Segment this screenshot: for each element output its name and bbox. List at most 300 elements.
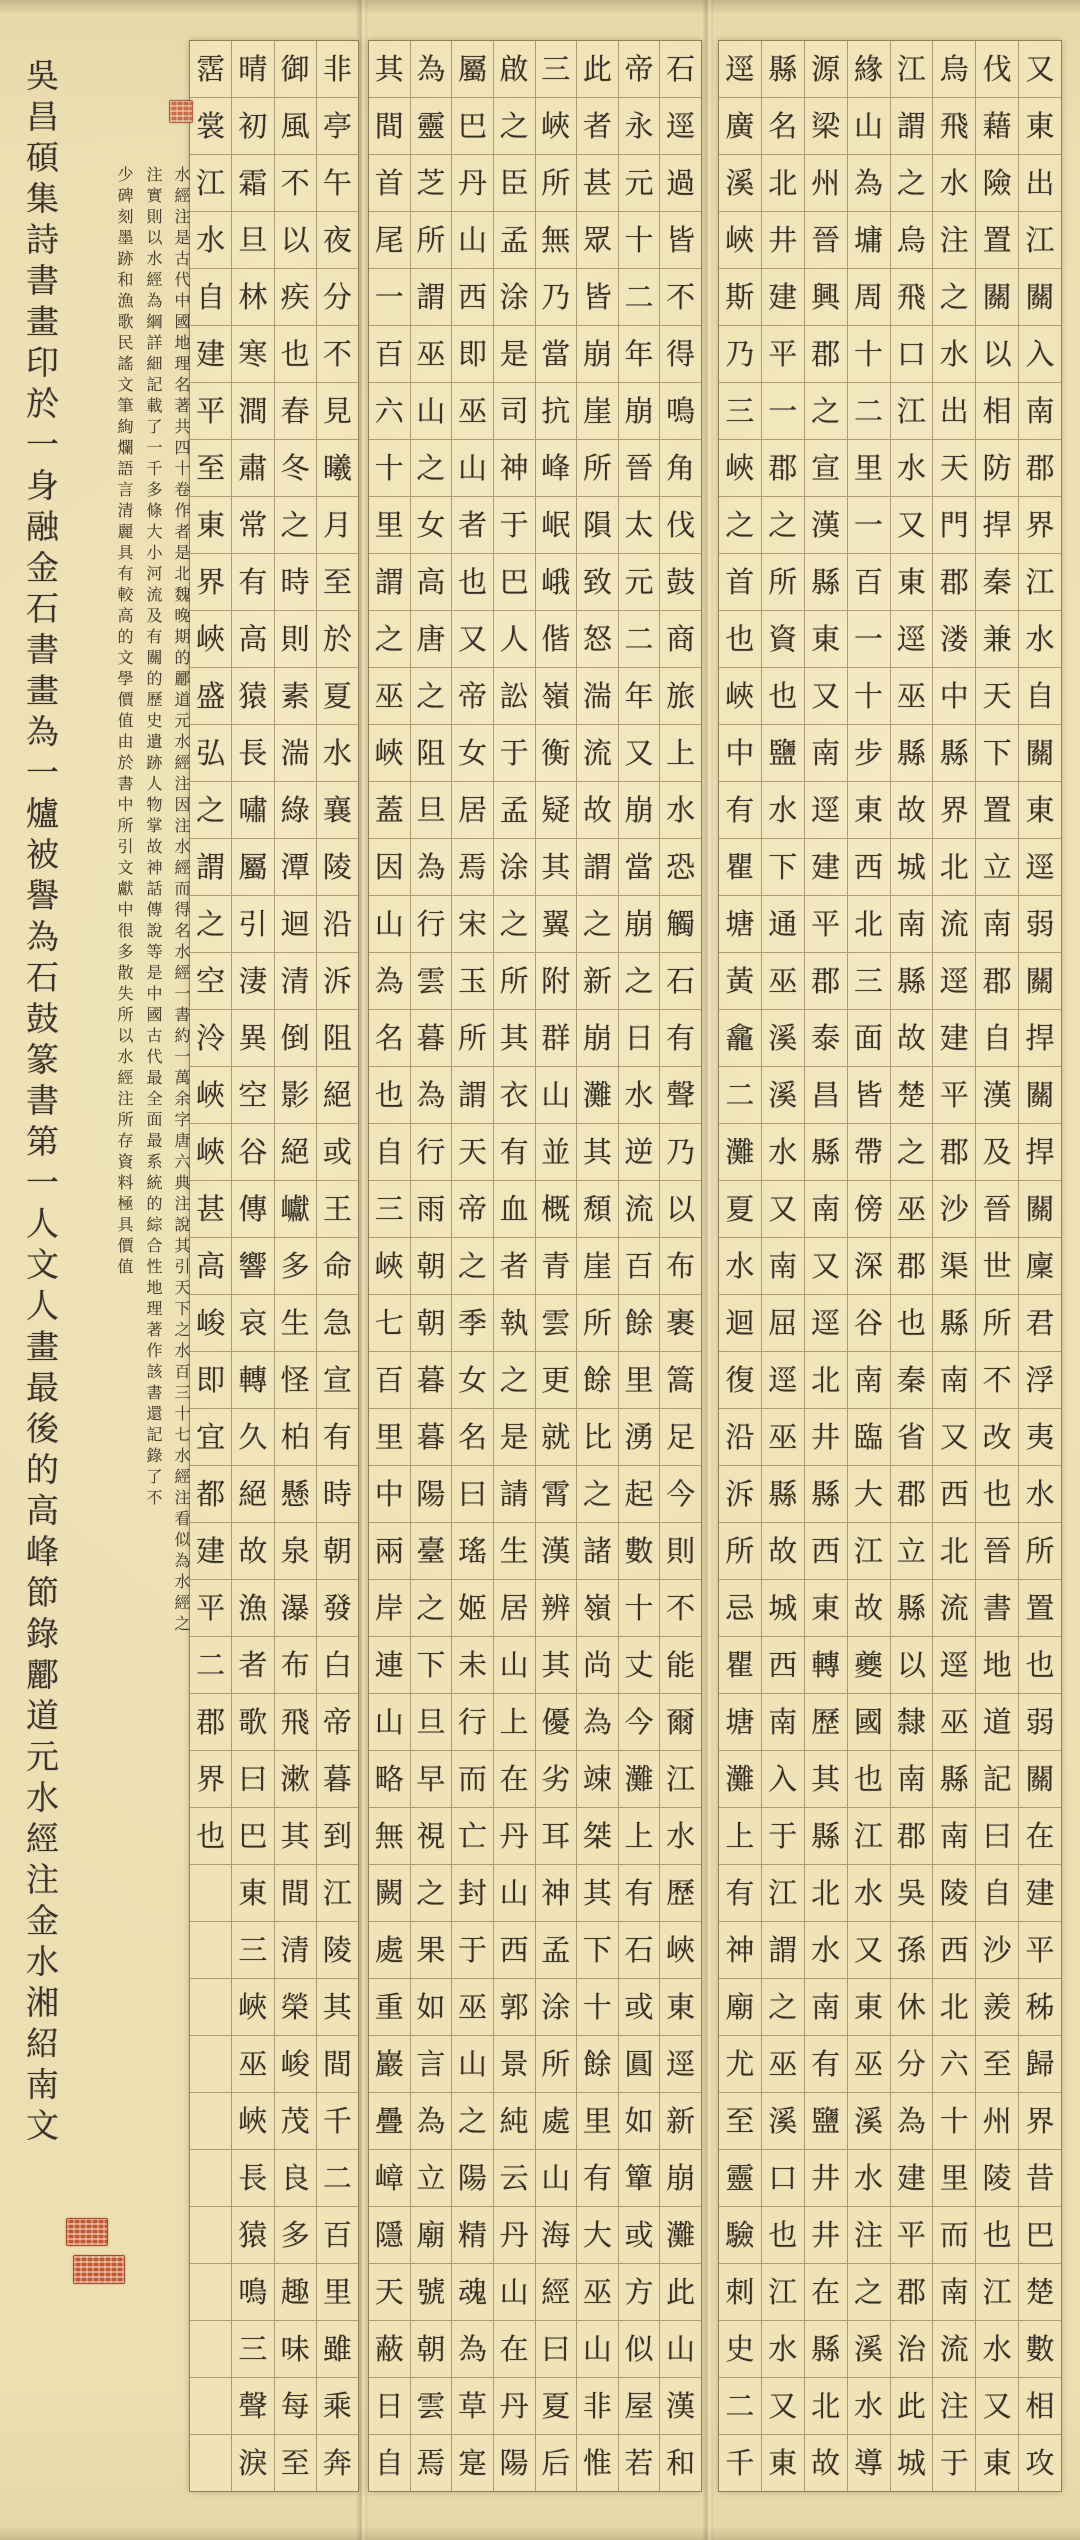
character-cell: 峽 (369, 1237, 410, 1294)
character-cell: 闕 (369, 1864, 410, 1921)
character-cell: 縣 (805, 1807, 847, 1864)
character-cell: 灘 (660, 2206, 701, 2263)
character-cell: 封 (452, 1864, 493, 1921)
character-cell: 灘 (577, 1066, 618, 1123)
character-cell: 王 (317, 1180, 358, 1237)
character-cell: 太 (619, 496, 660, 553)
character-cell: 三 (541, 51, 571, 86)
character-cell: 眾 (577, 211, 618, 268)
character-cell: 捍 (1019, 1123, 1061, 1180)
character-cell: 嶺 (577, 1579, 618, 1636)
character-cell: 為 (411, 838, 452, 895)
character-cell: 飛 (891, 268, 933, 325)
character-cell: 也 (848, 1750, 890, 1807)
character-cell: 餘 (577, 2035, 618, 2092)
character-cell: 或 (619, 2206, 660, 2263)
character-cell: 其 (577, 1864, 618, 1921)
character-cell: 有 (494, 1123, 535, 1180)
character-cell (190, 2149, 231, 2206)
character-cell: 曦 (317, 439, 358, 496)
character-cell: 平 (190, 382, 231, 439)
character-cell: 峽 (719, 667, 761, 724)
character-cell: 唐 (411, 610, 452, 667)
character-cell: 處 (369, 1921, 410, 1978)
character-cell: 之 (190, 781, 231, 838)
character-cell: 山 (452, 439, 493, 496)
character-cell: 午 (317, 154, 358, 211)
character-cell: 處 (536, 2092, 577, 2149)
character-cell: 多 (275, 2206, 316, 2263)
character-cell: 女 (452, 724, 493, 781)
character-cell: 衣 (494, 1066, 535, 1123)
character-cell: 漢 (536, 1522, 577, 1579)
character-cell: 上 (494, 1693, 535, 1750)
character-cell: 沙 (976, 1921, 1018, 1978)
character-cell: 女 (452, 1351, 493, 1408)
character-cell: 山 (494, 1636, 535, 1693)
character-cell: 旦 (411, 1693, 452, 1750)
character-cell: 也 (719, 610, 761, 667)
character-cell: 浮 (1019, 1351, 1061, 1408)
character-cell: 又 (762, 1180, 804, 1237)
text-column (976, 41, 1019, 2491)
character-cell: 歌 (232, 1693, 273, 1750)
character-cell: 自 (369, 1123, 410, 1180)
character-cell: 尚 (577, 1636, 618, 1693)
character-cell: 今 (619, 1693, 660, 1750)
character-cell: 源 (811, 51, 841, 86)
character-cell: 絕 (232, 1465, 273, 1522)
character-cell: 斯 (719, 268, 761, 325)
character-cell: 入 (1019, 325, 1061, 382)
character-cell: 瞿 (719, 1636, 761, 1693)
character-cell: 新 (577, 952, 618, 1009)
character-cell: 峽 (190, 1066, 231, 1123)
character-cell: 涂 (536, 1978, 577, 2035)
character-cell: 以 (976, 325, 1018, 382)
character-cell: 六 (933, 2035, 975, 2092)
character-cell: 縣 (933, 1750, 975, 1807)
character-cell: 地 (976, 1636, 1018, 1693)
character-cell: 口 (891, 325, 933, 382)
character-cell: 肅 (232, 439, 273, 496)
character-cell: 水 (848, 2377, 890, 2434)
character-cell: 高 (190, 1237, 231, 1294)
character-cell: 是 (494, 1408, 535, 1465)
character-cell: 上 (619, 1807, 660, 1864)
character-cell: 此 (582, 51, 612, 86)
character-cell: 南 (805, 1978, 847, 2035)
text-column (719, 41, 762, 2491)
character-cell: 關 (1019, 268, 1061, 325)
character-cell: 天 (976, 667, 1018, 724)
text-column (805, 41, 848, 2491)
character-cell: 灘 (719, 1123, 761, 1180)
character-cell: 帝 (317, 1693, 358, 1750)
character-cell: 之 (762, 496, 804, 553)
character-cell: 非 (322, 51, 352, 86)
character-cell: 逕 (660, 97, 701, 154)
character-cell: 之 (762, 1978, 804, 2035)
character-cell: 江 (660, 1750, 701, 1807)
character-cell: 巴 (452, 97, 493, 154)
character-cell: 商 (660, 610, 701, 667)
character-cell: 中 (933, 667, 975, 724)
character-cell: 景 (494, 2035, 535, 2092)
character-cell: 有 (719, 781, 761, 838)
character-cell (190, 2206, 231, 2263)
character-cell: 縣 (891, 1579, 933, 1636)
character-cell: 于 (933, 2434, 975, 2491)
character-cell: 絕 (317, 1066, 358, 1123)
character-cell: 曰 (536, 2320, 577, 2377)
character-cell: 峻 (275, 2035, 316, 2092)
character-cell: 丹 (494, 1807, 535, 1864)
character-cell: 后 (536, 2434, 577, 2491)
character-cell: 石 (660, 952, 701, 1009)
character-cell: 千 (317, 2092, 358, 2149)
character-cell: 逕 (1019, 838, 1061, 895)
character-cell: 異 (232, 1009, 273, 1066)
character-cell: 命 (317, 1237, 358, 1294)
character-cell: 在 (494, 1750, 535, 1807)
character-cell: 林 (232, 268, 273, 325)
character-cell: 平 (933, 1066, 975, 1123)
character-cell: 首 (719, 553, 761, 610)
character-cell: 早 (411, 1750, 452, 1807)
character-cell: 鳴 (660, 382, 701, 439)
character-cell: 東 (232, 1864, 273, 1921)
character-cell: 昔 (1019, 2149, 1061, 2206)
character-cell: 泉 (275, 1522, 316, 1579)
character-cell: 有 (805, 2035, 847, 2092)
character-cell: 峽 (190, 610, 231, 667)
character-cell: 又 (805, 667, 847, 724)
character-cell: 也 (190, 1807, 231, 1864)
character-cell: 城 (762, 1579, 804, 1636)
character-cell: 時 (317, 1465, 358, 1522)
character-cell: 逕 (660, 2035, 701, 2092)
character-cell: 故 (891, 1009, 933, 1066)
character-cell: 大 (577, 2206, 618, 2263)
character-cell: 伐 (660, 496, 701, 553)
character-cell: 傳 (232, 1180, 273, 1237)
character-cell: 峽 (232, 2092, 273, 2149)
character-cell: 名 (452, 1408, 493, 1465)
character-cell: 多 (275, 1237, 316, 1294)
character-cell: 為 (452, 2320, 493, 2377)
character-cell: 溪 (762, 2092, 804, 2149)
character-cell: 夏 (317, 667, 358, 724)
character-cell: 臣 (494, 154, 535, 211)
character-cell: 里 (933, 2149, 975, 2206)
character-cell: 水 (848, 1864, 890, 1921)
character-cell: 忌 (719, 1579, 761, 1636)
character-cell: 七 (369, 1294, 410, 1351)
character-cell: 人 (494, 610, 535, 667)
character-cell: 皆 (660, 211, 701, 268)
character-cell: 生 (494, 1522, 535, 1579)
character-cell: 流 (577, 724, 618, 781)
character-cell: 姬 (452, 1579, 493, 1636)
character-cell: 巫 (369, 667, 410, 724)
character-cell: 江 (848, 1807, 890, 1864)
character-cell: 流 (619, 1180, 660, 1237)
character-cell: 謂 (369, 553, 410, 610)
character-cell: 羨 (976, 1978, 1018, 2035)
character-cell: 弱 (1019, 1693, 1061, 1750)
character-cell: 為 (577, 1693, 618, 1750)
character-cell: 于 (494, 724, 535, 781)
character-cell: 關 (1019, 1750, 1061, 1807)
character-cell: 泝 (317, 952, 358, 1009)
character-cell: 南 (976, 895, 1018, 952)
character-cell: 雖 (317, 2320, 358, 2377)
character-cell: 所 (536, 154, 577, 211)
character-cell: 江 (1019, 211, 1061, 268)
character-cell: 巫 (452, 382, 493, 439)
character-cell: 峽 (719, 211, 761, 268)
character-cell: 巴 (1019, 2206, 1061, 2263)
character-cell: 焉 (411, 2434, 452, 2491)
character-cell: 女 (411, 496, 452, 553)
character-cell: 里 (577, 2092, 618, 2149)
character-cell: 或 (619, 1978, 660, 2035)
character-cell: 如 (411, 1978, 452, 2035)
character-cell: 並 (536, 1123, 577, 1180)
character-cell: 山 (369, 1693, 410, 1750)
character-cell: 墉 (848, 211, 890, 268)
character-cell: 倒 (275, 1009, 316, 1066)
character-cell: 北 (805, 1864, 847, 1921)
character-cell: 秭 (1019, 1978, 1061, 2035)
character-cell: 江 (976, 2263, 1018, 2320)
character-cell: 治 (891, 2320, 933, 2377)
character-cell: 謂 (891, 97, 933, 154)
character-cell: 血 (494, 1180, 535, 1237)
character-cell: 請 (494, 1465, 535, 1522)
character-cell: 之 (452, 2092, 493, 2149)
character-cell: 清 (275, 952, 316, 1009)
character-cell: 良 (275, 2149, 316, 2206)
character-cell: 西 (933, 1465, 975, 1522)
character-cell (190, 2320, 231, 2377)
character-cell: 楚 (1019, 2263, 1061, 2320)
character-cell: 之 (494, 1351, 535, 1408)
character-cell: 灘 (719, 1750, 761, 1807)
character-cell: 霜 (232, 154, 273, 211)
character-cell: 亭 (317, 97, 358, 154)
text-column (1019, 41, 1061, 2491)
character-cell: 間 (369, 97, 410, 154)
character-cell: 刺 (719, 2263, 761, 2320)
character-cell: 溇 (933, 610, 975, 667)
character-cell: 縣 (891, 724, 933, 781)
character-cell: 孟 (494, 781, 535, 838)
character-cell: 建 (190, 325, 231, 382)
character-cell: 冬 (275, 439, 316, 496)
character-cell: 山 (660, 2320, 701, 2377)
character-cell: 孟 (536, 1921, 577, 1978)
character-cell: 步 (848, 724, 890, 781)
character-cell: 猿 (232, 667, 273, 724)
character-cell: 瞿 (719, 838, 761, 895)
character-cell: 怒 (577, 610, 618, 667)
character-cell: 郡 (933, 553, 975, 610)
character-cell: 優 (536, 1693, 577, 1750)
character-cell: 宣 (317, 1351, 358, 1408)
character-cell: 南 (933, 1807, 975, 1864)
character-cell: 關 (1019, 1180, 1061, 1237)
character-cell: 無 (536, 211, 577, 268)
character-cell: 龕 (719, 1009, 761, 1066)
character-cell: 引 (232, 895, 273, 952)
character-cell: 東 (660, 1978, 701, 2035)
character-cell: 十 (577, 1978, 618, 2035)
character-cell: 在 (494, 2320, 535, 2377)
character-cell: 季 (452, 1294, 493, 1351)
character-cell: 絕 (275, 1123, 316, 1180)
character-cell: 有 (317, 1408, 358, 1465)
character-cell: 耳 (536, 1807, 577, 1864)
character-cell: 溪 (848, 2092, 890, 2149)
character-cell: 東 (1019, 97, 1061, 154)
character-cell: 桀 (577, 1807, 618, 1864)
character-cell: 三 (719, 382, 761, 439)
character-cell: 一 (762, 382, 804, 439)
character-cell: 北 (762, 154, 804, 211)
character-cell: 里 (369, 496, 410, 553)
character-cell: 有 (577, 2149, 618, 2206)
character-cell: 純 (494, 2092, 535, 2149)
character-cell (190, 1978, 231, 2035)
character-cell: 巫 (891, 1180, 933, 1237)
text-column (452, 41, 494, 2491)
character-cell: 峽 (369, 724, 410, 781)
character-cell: 竦 (577, 1750, 618, 1807)
character-cell: 昌 (805, 1066, 847, 1123)
character-cell: 角 (660, 439, 701, 496)
character-cell: 又 (805, 1237, 847, 1294)
character-cell: 翼 (536, 895, 577, 952)
character-cell: 故 (232, 1522, 273, 1579)
character-cell: 朝 (411, 2320, 452, 2377)
character-cell: 飛 (933, 97, 975, 154)
text-column (275, 41, 317, 2491)
character-cell: 而 (452, 1750, 493, 1807)
character-cell (190, 2377, 231, 2434)
character-cell: 井 (805, 2149, 847, 2206)
character-cell: 廟 (411, 2206, 452, 2263)
character-cell: 此 (660, 2263, 701, 2320)
character-cell: 水 (619, 1066, 660, 1123)
character-cell: 不 (317, 325, 358, 382)
character-cell: 迴 (719, 1294, 761, 1351)
character-cell: 南 (762, 1693, 804, 1750)
character-cell: 東 (976, 2434, 1018, 2491)
character-cell: 尤 (719, 2035, 761, 2092)
character-cell: 帝 (624, 51, 654, 86)
character-cell: 江 (317, 1864, 358, 1921)
character-cell: 連 (369, 1636, 410, 1693)
character-cell: 發 (317, 1579, 358, 1636)
character-cell: 關 (1019, 724, 1061, 781)
character-cell: 水 (660, 781, 701, 838)
character-cell: 郭 (494, 1978, 535, 2035)
character-cell: 故 (891, 781, 933, 838)
character-cell: 百 (317, 2206, 358, 2263)
character-cell: 鳴 (232, 2263, 273, 2320)
character-cell: 峽 (190, 1123, 231, 1180)
character-cell: 榮 (275, 1978, 316, 2035)
character-cell: 界 (1019, 496, 1061, 553)
character-cell: 復 (719, 1351, 761, 1408)
character-cell: 江 (762, 2263, 804, 2320)
character-cell: 巫 (762, 2035, 804, 2092)
character-cell: 二 (619, 610, 660, 667)
character-cell: 孟 (494, 211, 535, 268)
character-cell: 和 (660, 2434, 701, 2491)
character-cell: 江 (896, 51, 926, 86)
character-cell: 北 (848, 895, 890, 952)
character-cell: 曰 (452, 1465, 493, 1522)
character-cell: 阻 (411, 724, 452, 781)
character-cell: 晉 (805, 211, 847, 268)
character-cell: 歷 (805, 1693, 847, 1750)
character-cell: 鹽 (805, 2092, 847, 2149)
character-cell: 山 (452, 2035, 493, 2092)
character-cell: 神 (719, 1921, 761, 1978)
character-cell: 水 (762, 1123, 804, 1180)
character-cell: 也 (369, 1066, 410, 1123)
character-cell: 廣 (719, 97, 761, 154)
character-cell: 焉 (452, 838, 493, 895)
character-cell: 谷 (232, 1123, 273, 1180)
character-cell: 觸 (660, 895, 701, 952)
character-cell: 也 (976, 1465, 1018, 1522)
character-cell: 晴 (238, 51, 268, 86)
character-cell: 山 (536, 1066, 577, 1123)
character-cell: 謂 (190, 838, 231, 895)
sheet-seam (702, 0, 714, 2540)
character-cell: 此 (891, 2377, 933, 2434)
character-cell: 號 (411, 2263, 452, 2320)
character-cell: 郡 (190, 1693, 231, 1750)
character-cell: 之 (891, 154, 933, 211)
character-cell: 靈 (719, 2149, 761, 2206)
character-cell: 十 (848, 325, 890, 382)
character-cell: 飛 (275, 1693, 316, 1750)
character-cell: 之 (494, 895, 535, 952)
character-cell: 趣 (275, 2263, 316, 2320)
character-cell: 周 (848, 268, 890, 325)
character-cell: 霄 (536, 1465, 577, 1522)
text-column (536, 41, 578, 2491)
character-cell: 巫 (232, 2035, 273, 2092)
character-cell: 則 (275, 610, 316, 667)
character-cell: 有 (719, 1864, 761, 1921)
character-cell: 南 (848, 1351, 890, 1408)
character-cell: 巫 (891, 667, 933, 724)
character-cell: 白 (317, 1636, 358, 1693)
character-cell: 逕 (762, 1351, 804, 1408)
character-cell: 界 (190, 553, 231, 610)
character-cell: 東 (805, 610, 847, 667)
character-cell: 寔 (452, 2434, 493, 2491)
character-cell: 久 (232, 1408, 273, 1465)
character-cell: 之 (369, 610, 410, 667)
character-cell: 餘 (577, 1351, 618, 1408)
